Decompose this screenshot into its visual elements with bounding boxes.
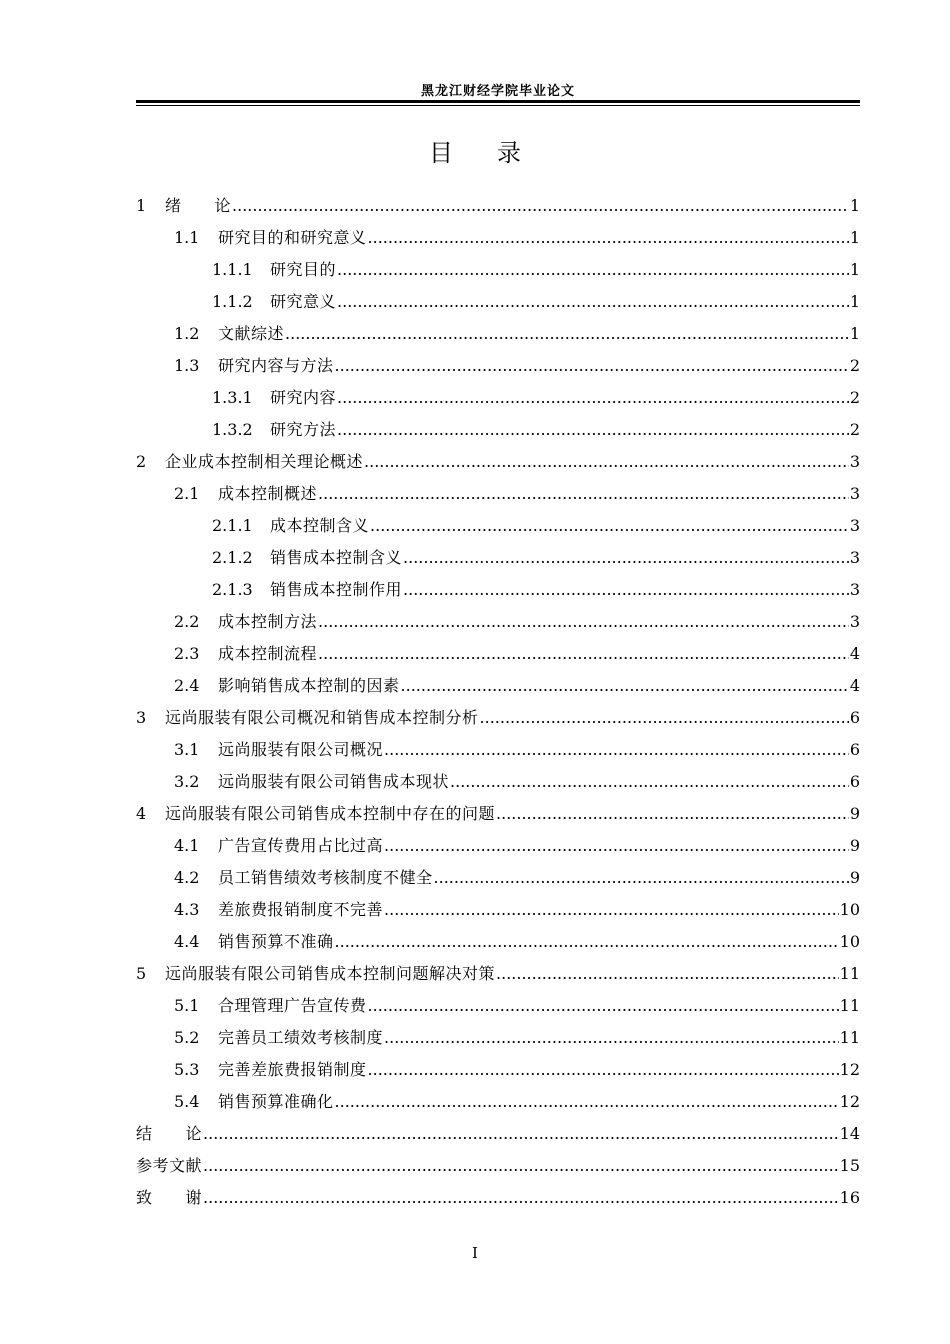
toc-entry[interactable]	[136, 382, 860, 414]
toc-entry-page: 2	[849, 388, 860, 407]
toc-entry-number: 1.1.2	[212, 292, 253, 311]
toc-entry-label: 研究内容与方法	[218, 356, 334, 375]
toc-entry-page: 1	[849, 324, 860, 343]
toc-entry-label: 远尚服装有限公司销售成本控制中存在的问题	[165, 804, 496, 823]
toc-entry-page: 11	[839, 1028, 860, 1047]
toc-entry-label: 销售成本控制作用	[270, 580, 403, 599]
toc-entry-label: 合理管理广告宣传费	[218, 996, 367, 1015]
toc-entry-page: 10	[839, 932, 860, 951]
toc-entry-number: 4.1	[174, 836, 200, 855]
toc-entry-number: 3.1	[174, 740, 200, 759]
toc-entry-page: 6	[849, 772, 860, 791]
toc-entry-label: 成本控制概述	[218, 484, 318, 503]
toc-entry-label: 差旅费报销制度不完善	[218, 900, 384, 919]
toc-dot-leader	[450, 766, 849, 798]
toc-entry[interactable]	[136, 510, 860, 542]
toc-entry-label: 远尚服装有限公司概况	[218, 740, 384, 759]
toc-entry-label: 广告宣传费用占比过高	[218, 836, 384, 855]
toc-entry-number: 1.3	[174, 356, 200, 375]
toc-entry-number: 2.3	[174, 644, 200, 663]
toc-entry[interactable]	[136, 926, 860, 958]
toc-entry-number: 2	[136, 452, 147, 471]
toc-dot-leader	[384, 734, 849, 766]
toc-dot-leader	[480, 702, 849, 734]
toc-entry-number: 2.2	[174, 612, 200, 631]
toc-entry[interactable]	[136, 254, 860, 286]
toc-entry-label: 员工销售绩效考核制度不健全	[218, 868, 433, 887]
toc-entry-number: 4	[136, 804, 147, 823]
toc-dot-leader	[335, 350, 849, 382]
toc-entry-page: 11	[839, 964, 860, 983]
toc-entry-label: 销售成本控制含义	[270, 548, 403, 567]
toc-entry-page: 6	[849, 740, 860, 759]
toc-dot-leader	[203, 1118, 839, 1150]
toc-entry[interactable]	[136, 1022, 860, 1054]
toc-entry[interactable]	[136, 990, 860, 1022]
toc-entry-label: 影响销售成本控制的因素	[218, 676, 400, 695]
toc-entry-number: 1.3.1	[212, 388, 253, 407]
toc-entry[interactable]	[136, 958, 860, 990]
toc-entry[interactable]	[136, 318, 860, 350]
toc-dot-leader	[203, 1182, 839, 1214]
toc-entry[interactable]	[136, 286, 860, 318]
toc-entry-page: 15	[839, 1156, 860, 1175]
toc-dot-leader	[384, 830, 849, 862]
toc-entry[interactable]	[136, 1086, 860, 1118]
toc-dot-leader	[203, 1150, 839, 1182]
toc-dot-leader	[337, 286, 849, 318]
toc-entry-page: 14	[839, 1124, 860, 1143]
toc-entry[interactable]	[136, 734, 860, 766]
toc-dot-leader	[337, 254, 849, 286]
toc-entry[interactable]	[136, 1150, 860, 1182]
toc-entry-label: 研究目的和研究意义	[218, 228, 367, 247]
toc-entry[interactable]	[136, 894, 860, 926]
toc-dot-leader	[335, 926, 839, 958]
toc-entry-number: 5	[136, 964, 147, 983]
toc-dot-leader	[335, 1086, 839, 1118]
toc-dot-leader	[370, 510, 849, 542]
running-header-title: 黑龙江财经学院毕业论文	[420, 84, 575, 99]
toc-entry[interactable]	[136, 574, 860, 606]
toc-entry-label: 成本控制方法	[218, 612, 318, 631]
toc-entry-number: 2.1.3	[212, 580, 253, 599]
toc-entry[interactable]	[136, 670, 860, 702]
toc-entry-label: 远尚服装有限公司销售成本现状	[218, 772, 450, 791]
toc-dot-leader	[337, 414, 849, 446]
toc-entry-page: 1	[849, 292, 860, 311]
toc-entry[interactable]	[136, 222, 860, 254]
toc-entry-page: 2	[849, 356, 860, 375]
toc-dot-leader	[496, 958, 839, 990]
toc-entry-label: 文献综述	[218, 324, 285, 343]
header-rule-thick	[136, 100, 860, 103]
toc-entry[interactable]	[136, 862, 860, 894]
toc-entry[interactable]	[136, 190, 860, 222]
toc-entry[interactable]	[136, 542, 860, 574]
toc-entry-page: 3	[849, 452, 860, 471]
toc-entry-label: 销售预算准确化	[218, 1092, 334, 1111]
toc-dot-leader	[318, 606, 849, 638]
toc-entry[interactable]	[136, 830, 860, 862]
toc-entry-number: 5.3	[174, 1060, 200, 1079]
toc-entry-page: 2	[849, 420, 860, 439]
toc-entry-number: 1.3.2	[212, 420, 253, 439]
toc-entry-label: 远尚服装有限公司销售成本控制问题解决对策	[165, 964, 496, 983]
toc-entry-page: 9	[849, 868, 860, 887]
toc-entry-number: 2.1.1	[212, 516, 253, 535]
toc-entry-number: 4.3	[174, 900, 200, 919]
toc-entry-label: 研究目的	[270, 260, 337, 279]
toc-entry-label: 成本控制流程	[218, 644, 318, 663]
toc-entry-label: 企业成本控制相关理论概述	[165, 452, 364, 471]
toc-dot-leader	[232, 190, 849, 222]
toc-entry-page: 3	[849, 516, 860, 535]
toc-entry-page: 3	[849, 612, 860, 631]
toc-entry[interactable]	[136, 446, 860, 478]
toc-entry-page: 9	[849, 804, 860, 823]
toc-entry[interactable]	[136, 1118, 860, 1150]
toc-entry-number: 4.4	[174, 932, 200, 951]
toc-entry[interactable]	[136, 702, 860, 734]
toc-entry-label: 研究内容	[270, 388, 337, 407]
toc-entry-page: 12	[839, 1060, 860, 1079]
toc-dot-leader	[368, 222, 849, 254]
toc-entry-page: 3	[849, 548, 860, 567]
toc-entry-number: 2.1.2	[212, 548, 253, 567]
toc-dot-leader	[368, 1054, 839, 1086]
toc-entry-label: 研究意义	[270, 292, 337, 311]
toc-entry-label: 完善员工绩效考核制度	[218, 1028, 384, 1047]
toc-entry[interactable]	[136, 638, 860, 670]
toc-entry-number: 2.1	[174, 484, 200, 503]
toc-entry-label: 远尚服装有限公司概况和销售成本控制分析	[165, 708, 479, 727]
table-of-contents	[136, 190, 860, 1214]
toc-entry[interactable]	[136, 414, 860, 446]
toc-dot-leader	[337, 382, 849, 414]
toc-entry-page: 12	[839, 1092, 860, 1111]
toc-dot-leader	[384, 1022, 839, 1054]
toc-entry-page: 6	[849, 708, 860, 727]
toc-entry-page: 1	[849, 196, 860, 215]
toc-dot-leader	[434, 862, 849, 894]
toc-dot-leader	[384, 894, 839, 926]
toc-entry-page: 1	[849, 260, 860, 279]
toc-dot-leader	[318, 638, 849, 670]
toc-dot-leader	[364, 446, 849, 478]
toc-entry[interactable]	[136, 350, 860, 382]
toc-entry[interactable]	[136, 1054, 860, 1086]
toc-entry-label: 完善差旅费报销制度	[218, 1060, 367, 1079]
toc-dot-leader	[401, 670, 849, 702]
toc-entry-label: 结 论	[136, 1124, 203, 1143]
toc-title: 目录	[429, 139, 565, 167]
toc-dot-leader	[318, 478, 849, 510]
toc-entry-number: 5.1	[174, 996, 200, 1015]
toc-entry-number: 3	[136, 708, 147, 727]
toc-entry-number: 2.4	[174, 676, 200, 695]
toc-entry-page: 1	[849, 228, 860, 247]
toc-dot-leader	[368, 990, 839, 1022]
header-rule-thin	[136, 105, 860, 106]
toc-dot-leader	[403, 542, 849, 574]
toc-entry-label: 致 谢	[136, 1188, 203, 1207]
toc-entry-number: 5.2	[174, 1028, 200, 1047]
toc-entry-page: 3	[849, 580, 860, 599]
toc-entry-number: 1.1.1	[212, 260, 253, 279]
toc-entry-label: 成本控制含义	[270, 516, 370, 535]
toc-dot-leader	[496, 798, 849, 830]
toc-entry-page: 4	[849, 644, 860, 663]
toc-entry-page: 11	[839, 996, 860, 1015]
toc-entry-number: 1.2	[174, 324, 200, 343]
toc-dot-leader	[403, 574, 849, 606]
toc-dot-leader	[285, 318, 849, 350]
toc-entry[interactable]	[136, 766, 860, 798]
toc-entry-page: 3	[849, 484, 860, 503]
toc-entry-number: 5.4	[174, 1092, 200, 1111]
toc-entry[interactable]	[136, 478, 860, 510]
toc-entry-label: 绪 论	[165, 196, 232, 215]
footer-page-number: I	[472, 1244, 478, 1262]
toc-entry[interactable]	[136, 1182, 860, 1214]
toc-entry-page: 10	[839, 900, 860, 919]
toc-entry-number: 4.2	[174, 868, 200, 887]
toc-entry-page: 16	[839, 1188, 860, 1207]
toc-entry-label: 销售预算不准确	[218, 932, 334, 951]
toc-entry-label: 研究方法	[270, 420, 337, 439]
toc-entry-number: 1	[136, 196, 147, 215]
toc-entry-page: 9	[849, 836, 860, 855]
toc-entry[interactable]	[136, 606, 860, 638]
toc-entry-page: 4	[849, 676, 860, 695]
toc-entry-number: 3.2	[174, 772, 200, 791]
toc-entry-number: 1.1	[174, 228, 200, 247]
toc-entry[interactable]	[136, 798, 860, 830]
toc-entry-label: 参考文献	[136, 1156, 203, 1175]
